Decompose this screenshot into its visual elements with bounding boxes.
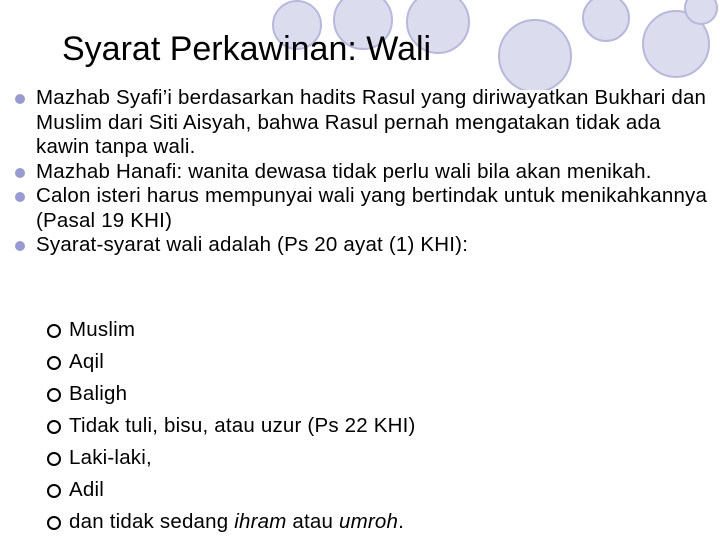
umroh-term: umroh (339, 510, 399, 533)
bullet-item (14, 160, 714, 185)
ring-bullet-icon (47, 452, 61, 466)
last-text-middle: atau (286, 510, 340, 533)
bullet-dot-icon (15, 94, 25, 104)
sub-bullet-item-last (14, 506, 714, 538)
sub-bullet-text: Aqil (69, 350, 104, 373)
slide-title: Syarat Perkawinan: Wali (62, 30, 432, 68)
sub-bullet-item (14, 314, 714, 346)
bullet-dot-icon (15, 192, 25, 202)
ring-bullet-icon (47, 516, 61, 530)
sub-bullet-text: Baligh (69, 382, 128, 405)
sub-bullet-item (14, 474, 714, 506)
ring-bullet-icon (47, 324, 61, 338)
sub-bullet-list (14, 314, 714, 538)
bullet-dot-icon (15, 241, 25, 251)
bullet-item (14, 184, 714, 233)
bullet-text: Mazhab Syafi’i berdasarkan hadits Rasul yang diriwayatkan Bukhari dan Muslim dari Siti Aisyah, bahwa Rasul pernah mengatakan tidak ada kawin tanpa wali. (36, 86, 707, 158)
decor-circle (685, 0, 717, 24)
sub-bullet-text: Laki-laki, (69, 446, 152, 469)
ring-bullet-icon (47, 356, 61, 370)
ihram-term: ihram (234, 510, 287, 533)
bullet-dot-icon (15, 168, 25, 178)
bullet-text: Syarat-syarat wali adalah (Ps 20 ayat (1) KHI): (36, 233, 469, 256)
last-text-before: dan tidak sedang (69, 510, 235, 533)
bullet-list (14, 86, 714, 258)
decor-circle (499, 20, 571, 90)
bullet-item (14, 233, 714, 258)
ring-bullet-icon (47, 388, 61, 402)
sub-bullet-text: Adil (69, 478, 104, 501)
sub-bullet-text: Muslim (69, 318, 136, 341)
bullet-item (14, 86, 714, 160)
bullet-text: Calon isteri harus mempunyai wali yang bertindak untuk menikahkannya (Pasal 19 KHI) (36, 184, 708, 232)
decor-circle (583, 0, 629, 41)
ring-bullet-icon (47, 484, 61, 498)
ring-bullet-icon (47, 420, 61, 434)
bullet-text: Mazhab Hanafi: wanita dewasa tidak perlu wali bila akan menikah. (36, 159, 652, 183)
sub-bullet-item (14, 378, 714, 410)
sub-bullet-item (14, 410, 714, 442)
last-text-after: . (398, 510, 405, 533)
sub-bullet-text: Tidak tuli, bisu, atau uzur (Ps 22 KHI) (69, 414, 416, 437)
sub-bullet-item (14, 346, 714, 378)
sub-bullet-item (14, 442, 714, 474)
